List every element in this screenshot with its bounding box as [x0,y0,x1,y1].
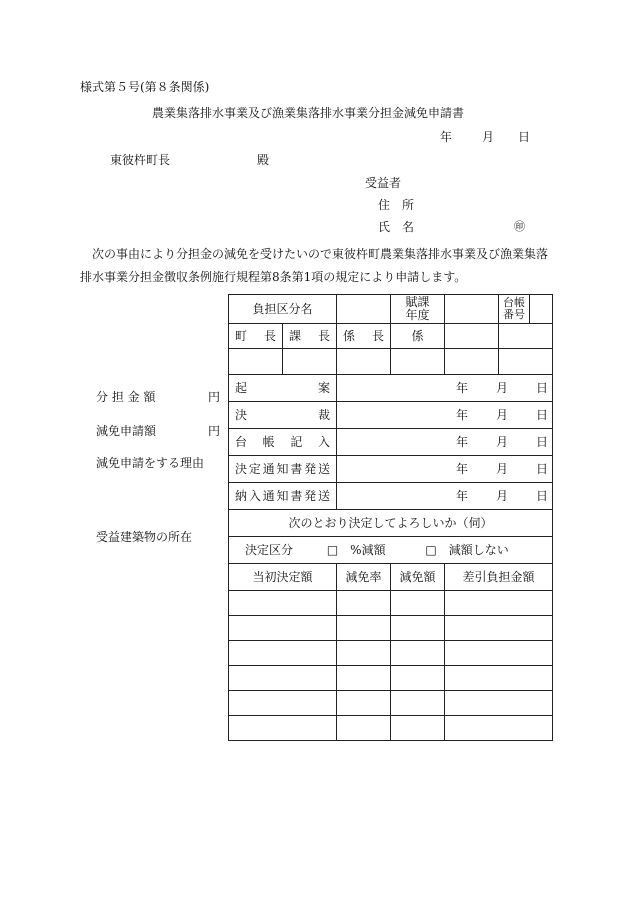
approver-section-chief: 課 長 [283,324,337,349]
category-name-cell [337,295,391,324]
amount-cell[interactable] [229,591,337,616]
step-ledger-entry: 台 帳 記 入 [229,429,337,456]
application-date [440,130,530,144]
stamp-cell [229,349,283,375]
month-label: 月 [496,380,509,395]
amount-cell[interactable] [337,666,391,691]
option-reduce[interactable]: □ %減額 [326,542,386,557]
amount-cell[interactable] [229,616,337,641]
amount-cell[interactable] [337,716,391,741]
stamp-cell [445,349,499,375]
address-label: 住 所 [378,198,415,212]
header-reduction-amount: 減免額 [391,564,445,591]
amount-cell[interactable] [391,691,445,716]
day-label: 日 [536,461,549,476]
step-draft: 起 案 [229,375,337,402]
amount-cell[interactable] [391,716,445,741]
amount-unit: 円 [208,390,221,404]
approver-blank-2 [499,324,553,349]
decision-category-row [229,537,553,564]
month-label: 月 [482,130,495,144]
year-label: 年 [456,407,469,422]
day-label: 日 [518,130,531,144]
amount-cell[interactable] [391,666,445,691]
year-label: 年 [440,130,453,144]
step-approval: 決 裁 [229,402,337,429]
year-label: 年 [456,434,469,449]
building-location-label: 受益建築物の所在 [96,530,193,544]
amount-row [229,691,553,716]
tax-year-cell [445,295,499,324]
amount-cell[interactable] [391,591,445,616]
step-payment-notice: 納入通知書発送 [229,483,337,510]
reduction-amount-unit: 円 [208,424,221,438]
amount-cell[interactable] [337,691,391,716]
approver-blank-1 [445,324,499,349]
amount-label: 分 担 金 額 [96,390,156,404]
amount-cell[interactable] [391,641,445,666]
amount-cell[interactable] [337,616,391,641]
amount-cell[interactable] [445,716,553,741]
name-label: 氏 名 [378,220,415,234]
amount-row [229,666,553,691]
day-label: 日 [536,407,549,422]
amount-cell[interactable] [229,716,337,741]
amount-row [229,616,553,641]
stamp-cell [391,349,445,375]
document-title: 農業集落排水事業及び漁業集落排水事業分担金減免申請書 [152,106,465,120]
addressee: 東彼杵町長 [110,153,171,167]
amount-cell[interactable] [445,666,553,691]
day-label: 日 [536,380,549,395]
header-net-amount: 差引負担金額 [445,564,553,591]
amount-cell[interactable] [229,691,337,716]
step-draft-date [337,375,553,402]
reduction-amount-label: 減免申請額 [96,424,157,438]
header-reduction-rate: 減免率 [337,564,391,591]
amount-row [229,591,553,616]
step-decision-notice-date [337,456,553,483]
month-label: 月 [496,488,509,503]
month-label: 月 [496,434,509,449]
day-label: 日 [536,488,549,503]
stamp-cell [499,349,553,375]
ledger-number-header: 台帳 番号 [499,295,530,323]
step-approval-date [337,402,553,429]
form-number: 様式第５号(第８条関係) [80,80,210,94]
stamp-cell [337,349,391,375]
amount-cell[interactable] [229,641,337,666]
tax-year-header: 賦課 年度 [391,295,445,324]
amount-row [229,641,553,666]
ledger-number-cell [499,295,553,324]
amount-row [229,716,553,741]
honorific: 殿 [257,153,270,167]
reduction-reason-label: 減免申請をする理由 [96,456,205,470]
amount-rows [229,591,553,741]
header-initial-amount: 当初決定額 [229,564,337,591]
decision-request: 次のとおり決定してよろしいか（伺） [229,510,553,537]
month-label: 月 [496,461,509,476]
year-label: 年 [456,380,469,395]
amount-cell[interactable] [445,616,553,641]
amount-cell[interactable] [445,691,553,716]
month-label: 月 [496,407,509,422]
amount-cell[interactable] [337,641,391,666]
stamp-cell [283,349,337,375]
option-no-reduce[interactable]: □ 減額しない [425,542,509,557]
step-payment-notice-date [337,483,553,510]
step-decision-notice: 決定通知書発送 [229,456,337,483]
approver-mayor: 町 長 [229,324,283,349]
step-ledger-entry-date [337,429,553,456]
body-text: 次の事由により分担金の減免を受けたいので東彼杵町農業集落排水事業及び漁業集落排水事業分担金徴収条例施行規程第8条第1項の規定により申請します。 [80,247,549,284]
seal-mark: ㊞ [514,220,525,233]
category-name-header: 負担区分名 [229,295,337,324]
year-label: 年 [456,488,469,503]
amount-cell[interactable] [445,591,553,616]
amount-cell[interactable] [229,666,337,691]
day-label: 日 [536,434,549,449]
decision-category-label: 決定区分 [245,542,294,557]
approver-subsection-chief: 係 長 [337,324,391,349]
applicant-label: 受益者 [365,176,402,190]
amount-cell[interactable] [391,616,445,641]
year-label: 年 [456,461,469,476]
amount-cell[interactable] [445,641,553,666]
processing-table [228,294,553,741]
amount-cell[interactable] [337,591,391,616]
approver-staff: 係 [391,324,445,349]
